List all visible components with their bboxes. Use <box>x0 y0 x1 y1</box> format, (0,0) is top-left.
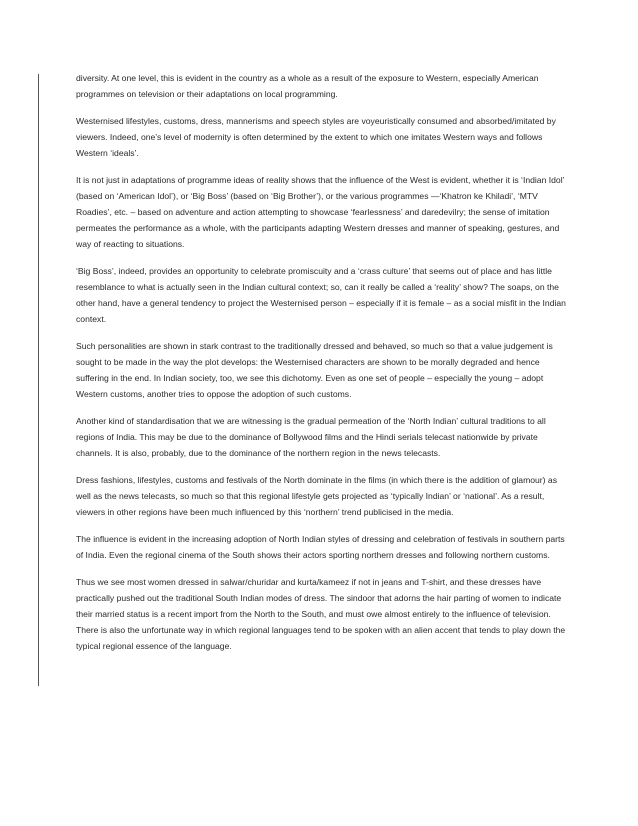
paragraph-8: The influence is evident in the increasing adoption of North Indian styles of dressing and celebration of festivals in southern parts of India. Even the regional cinema of the South shows their actors sporting northern dresses and following northern customs. <box>76 534 565 560</box>
paragraph-7: Dress fashions, lifestyles, customs and festivals of the North dominate in the films (in which there is the addition of glamour) as well as the news telecasts, so much so that this regional lifestyle gets projected as ‘typically Indian’ or ‘national’. As a result, viewers in other regions have been much influenced by this ‘northern’ trend publicised in the media. <box>76 475 557 517</box>
paragraph-9: Thus we see most women dressed in salwar/churidar and kurta/kameez if not in jeans and T-shirt, and these dresses have practically pushed out the traditional South Indian modes of dress. The sindoor that adorns the hair parting of women to indicate their married status is a recent import from the North to the South, and must owe almost entirely to the influence of television. There is also the unfortunate way in which regional languages tend to be spoken with an alien accent that tends to play down the typical regional essence of the language. <box>76 577 566 651</box>
paragraph-1: diversity. At one level, this is evident in the country as a whole as a result of the exposure to Western, especially American programmes on television or their adaptations on local programming. <box>76 73 539 99</box>
paragraph-6: Another kind of standardisation that we are witnessing is the gradual permeation of the ‘North Indian’ cultural traditions to all regions of India. This may be due to the dominance of Bollywood films and the Hindi serials telecast nationwide by private channels. It is also, probably, due to the dominance of the northern region in the news telecasts. <box>76 416 546 458</box>
left-margin-rule <box>38 74 39 686</box>
paragraph-4: ‘Big Boss’, indeed, provides an opportunity to celebrate promiscuity and a ‘crass culture’ that seems out of place and has little resemblance to what is actually seen in the Indian cultural context; so, can it really be called a ‘reality’ show? The soaps, on the other hand, have a general tendency to project the Westernised person – especially if it is female – as a social misfit in the Indian context. <box>76 266 566 324</box>
document-body <box>76 70 568 665</box>
paragraph-3: It is not just in adaptations of programme ideas of reality shows that the influence of the West is evident, whether it is ‘Indian Idol’ (based on ‘American Idol’), or ‘Big Boss’ (based on ‘Big Brother’), or the various programmes —‘Khatron ke Khiladi’, ‘MTV Roadies’, etc. – based on adventure and action attempting to showcase ‘fearlessness’ and daredevilry; the sense of imitation permeates the performance as a whole, with the participants adapting Western dresses and manner of speaking, gestures, and way of reacting to situations. <box>76 175 565 249</box>
paragraph-5: Such personalities are shown in stark contrast to the traditionally dressed and behaved, so much so that a value judgement is sought to be made in the way the plot develops: the Westernised characters are shown to be morally degraded and hence suffering in the end. In Indian society, too, we see this dichotomy. Even as one set of people – especially the young – adopt Western customs, another tries to oppose the adoption of such customs. <box>76 341 553 399</box>
paragraph-2: Westernised lifestyles, customs, dress, mannerisms and speech styles are voyeuristically consumed and absorbed/imitated by viewers. Indeed, one’s level of modernity is often determined by the extent to which one imitates Western ways and follows Western ‘ideals’. <box>76 116 556 158</box>
